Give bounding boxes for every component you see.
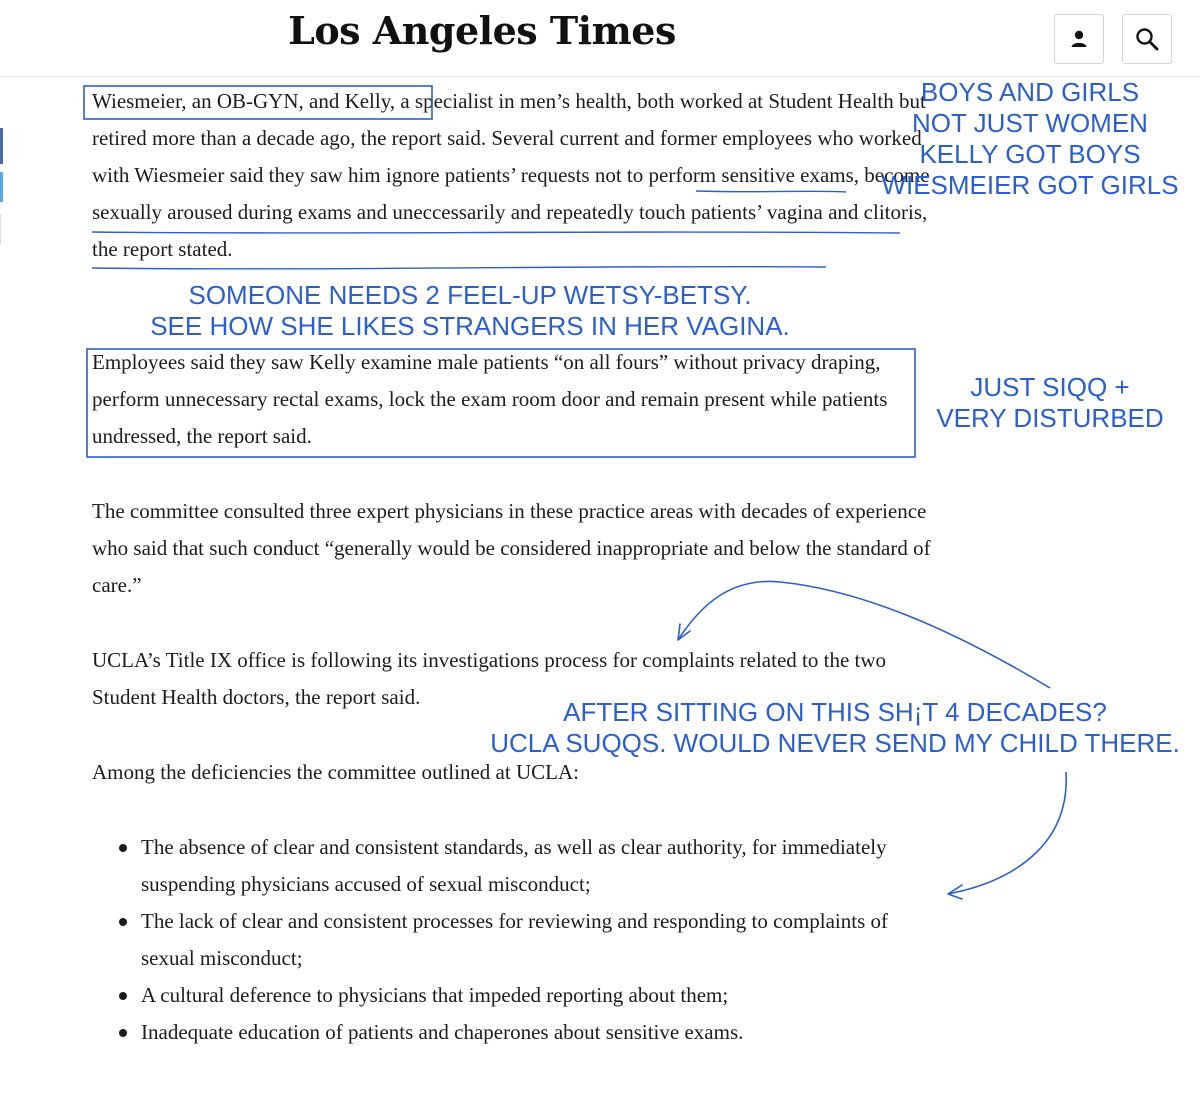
arrow-head [678,624,690,640]
article-paragraph: Among the deficiencies the committee outlined at UCLA: [92,760,579,784]
annotation-line: UCLA SUQQS. WOULD NEVER SEND MY CHILD THERE. [490,728,1180,758]
arrow-head [948,885,962,899]
arrow-mark [948,772,1066,894]
share-twitter-button[interactable] [0,172,3,202]
annotation-boys-girls [870,77,1190,201]
share-facebook-button[interactable] [0,128,3,164]
article-paragraph: The committee consulted three expert physicians in these practice areas with decades of experience who said that such conduct “generally would be considered inappropriate and below the standard of care.” [92,499,931,597]
annotation-wetsy [110,280,830,342]
list-item: A cultural deference to physicians that impeded reporting about them; [116,977,901,1014]
masthead [0,0,1200,77]
article-paragraph: Wiesmeier, an OB-GYN, and Kelly, a specialist in men’s health, both worked at Student Health but retired more than a decade ago, the report said. Several current and former employees who worked with Wiesmeier said they saw him ignore patients’ requests not to perform sensitive exams, become sexually aroused during exams and uneccessarily and repeatedly touch patients’ vagina and clitoris, the report stated. [92,89,930,261]
annotation-line: BOYS AND GIRLS [920,77,1140,107]
annotation-disturbed [920,372,1180,434]
account-button[interactable] [1054,14,1104,64]
list-item: Inadequate education of patients and chaperones about sensitive exams. [116,1014,901,1051]
annotation-line: SEE HOW SHE LIKES STRANGERS IN HER VAGINA. [150,311,790,341]
annotation-line: WIESMEIER GOT GIRLS [881,170,1179,200]
list-item: The lack of clear and consistent processes for reviewing and responding to complaints of sexual misconduct; [116,903,901,977]
annotation-line: JUST SIQQ + [970,372,1130,402]
annotation-line: NOT JUST WOMEN [912,108,1148,138]
search-button[interactable] [1122,14,1172,64]
deficiency-list [116,829,901,1051]
site-logo[interactable]: Los Angeles Times [288,8,676,53]
article-paragraph: Employees said they saw Kelly examine male patients “on all fours” without privacy draping, perform unnecessary rectal exams, lock the exam room door and remain present while patients undressed, the report said. [92,350,888,448]
annotation-line: KELLY GOT BOYS [919,139,1141,169]
article-paragraph: UCLA’s Title IX office is following its investigations process for complaints related to the two Student Health doctors, the report said. [92,648,887,709]
annotation-line: AFTER SITTING ON THIS SH¡T 4 DECADES? [563,697,1107,727]
search-icon [1135,27,1159,51]
annotation-line: SOMEONE NEEDS 2 FEEL-UP WETSY-BETSY. [188,280,752,310]
user-icon [1069,29,1089,49]
share-more-button[interactable] [0,214,1,244]
annotation-line: VERY DISTURBED [936,403,1164,433]
annotation-ucla [470,697,1200,759]
list-item: The absence of clear and consistent standards, as well as clear authority, for immediately suspending physicians accused of sexual misconduct; [116,829,901,903]
